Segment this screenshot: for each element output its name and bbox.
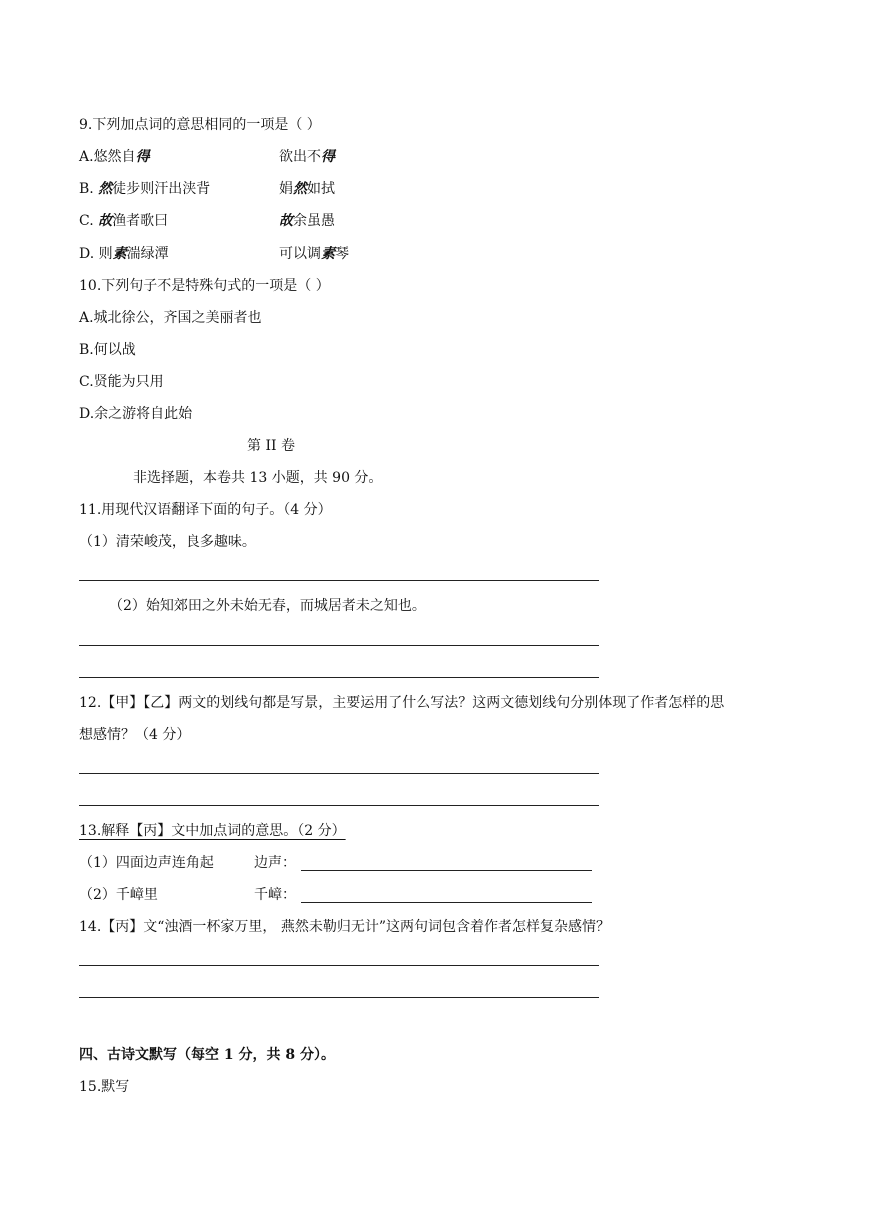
q13-item-1-label: 边声： [254, 855, 296, 871]
answer-line[interactable] [301, 870, 592, 871]
q10-option-d: D.余之游将自此始 [79, 406, 193, 422]
q9-option-a-right: 欲出不得 [279, 149, 335, 165]
q9-option-a-left: A.悠然自得 [79, 149, 150, 165]
answer-line[interactable] [301, 902, 592, 903]
answer-line[interactable] [79, 997, 599, 998]
q9-stem: 9.下列加点词的意思相同的一项是（ ） [79, 117, 321, 133]
q13-item-2-label: 千嶂： [254, 887, 296, 903]
q11-item-1: （1）清荣峻茂，良多趣味。 [79, 534, 256, 550]
answer-line[interactable] [79, 773, 599, 774]
answer-line[interactable] [79, 805, 599, 806]
dotted-word: 故 [98, 213, 113, 229]
q9-option-b-left: B. 然徒步则汗出浃背 [79, 181, 211, 197]
q11-item-2: （2）始知郊田之外未始无春，而城居者未之知也。 [109, 598, 426, 614]
answer-line[interactable] [79, 965, 599, 966]
section-4-title: 四、古诗文默写（每空 1 分，共 8 分）。 [79, 1047, 335, 1063]
q12-stem-line-1: 12.【甲】【乙】两文的划线句都是写景，主要运用了什么写法？这两文德划线句分别体现了作者怎样的思 [79, 695, 725, 711]
q9-option-d-right: 可以调素琴 [279, 246, 349, 262]
dotted-word: 故 [279, 213, 293, 229]
q9-option-b-right: 娟然如拭 [279, 181, 335, 197]
dotted-word: 素 [112, 246, 127, 262]
dotted-word: 然 [293, 181, 307, 197]
q12-stem-line-2: 想感情？（4 分） [79, 727, 191, 743]
dotted-word: 得 [135, 149, 150, 165]
q13-item-1: （1）四面边声连角起 [79, 855, 214, 871]
section-note: 非选择题，本卷共 13 小题，共 90 分。 [133, 470, 383, 486]
q9-option-d-left: D. 则素湍绿潭 [79, 246, 169, 262]
q9-option-c-left: C. 故渔者歌曰 [79, 213, 169, 229]
q10-option-b: B.何以战 [79, 342, 136, 358]
dotted-word: 然 [98, 181, 113, 197]
q15-stem: 15.默写 [79, 1079, 130, 1095]
q9-option-c-right: 故余虽愚 [279, 213, 335, 229]
q10-option-a: A.城北徐公，齐国之美丽者也 [79, 310, 262, 326]
answer-line[interactable] [79, 677, 599, 678]
q11-stem: 11.用现代汉语翻译下面的句子。（4 分） [79, 502, 332, 518]
answer-line[interactable] [79, 645, 599, 646]
q10-stem: 10.下列句子不是特殊句式的一项是（ ） [79, 278, 330, 294]
section-title: 第 II 卷 [247, 438, 295, 454]
q13-item-2: （2）千嶂里 [79, 887, 158, 903]
dotted-word: 得 [321, 149, 335, 165]
answer-line[interactable] [79, 580, 599, 581]
q13-stem: 13.解释【丙】文中加点词的意思。（2 分） [79, 823, 346, 839]
dotted-word: 素 [321, 246, 335, 262]
q10-option-c: C.贤能为只用 [79, 374, 164, 390]
q14-stem: 14.【丙】文“浊酒一杯家万里， 燕然未勒归无计”这两句词包含着作者怎样复杂感情？ [79, 919, 611, 935]
